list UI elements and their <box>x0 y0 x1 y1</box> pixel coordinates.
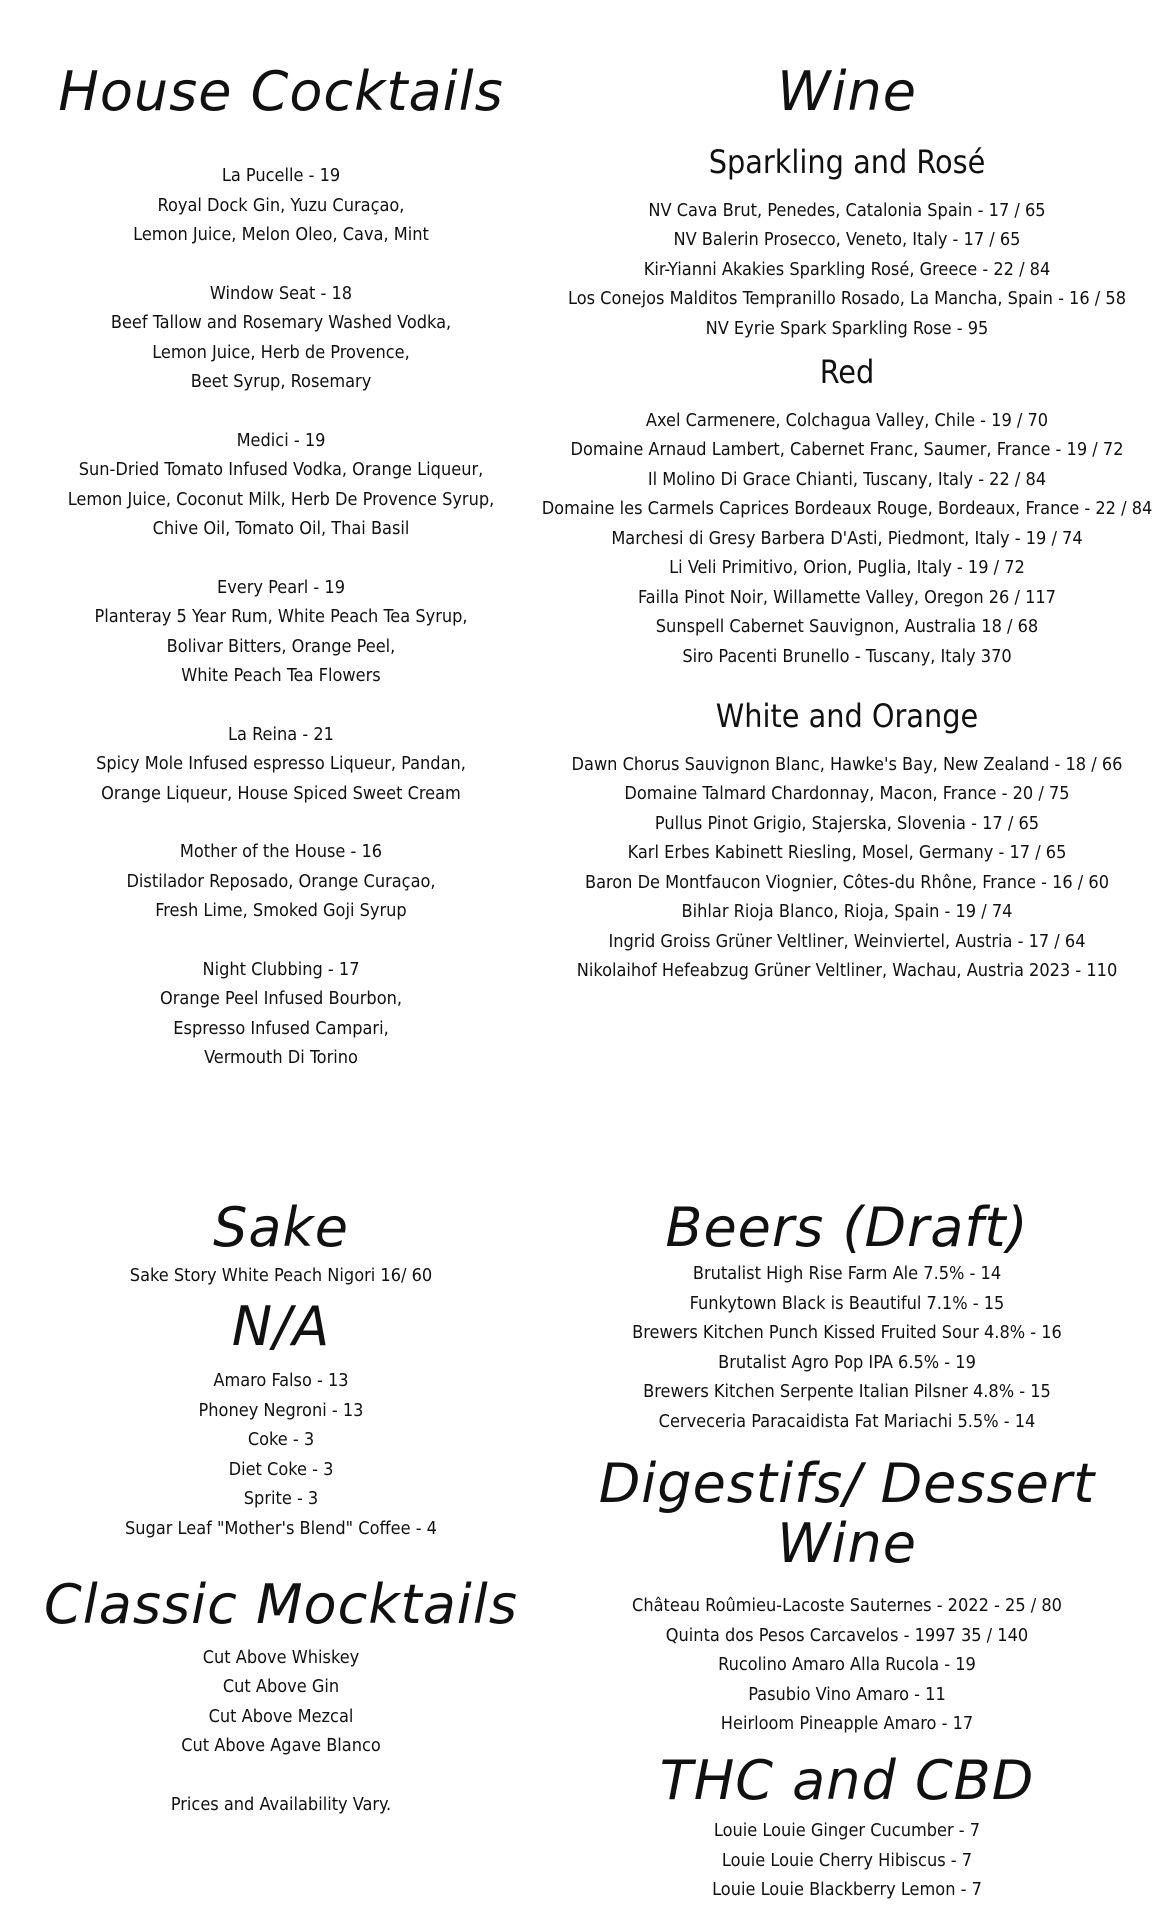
digestifs-heading: Digestifs/ Dessert Wine <box>598 1452 1096 1575</box>
digestif-item: Heirloom Pineapple Amaro - 17 <box>720 1713 974 1735</box>
sake-heading: Sake <box>213 1196 349 1259</box>
na-list <box>0 1366 562 1543</box>
sparkling-wine-item: Kir-Yianni Akakies Sparkling Rosé, Greece - 22 / 84 <box>643 258 1051 280</box>
red-wine-item: Failla Pinot Noir, Willamette Valley, Oregon 26 / 117 <box>638 586 1056 608</box>
digestifs-list <box>530 1591 1164 1739</box>
white-wine-item: Baron De Montfaucon Viognier, Côtes-du Rhône, France - 16 / 60 <box>584 871 1110 893</box>
cocktail-ingredients: Lemon Juice, Coconut Milk, Herb De Provence Syrup, <box>67 488 495 510</box>
beers-heading: Beers (Draft) <box>665 1196 1029 1259</box>
digestif-item: Château Roûmieu-Lacoste Sauternes - 2022 - 25 / 80 <box>632 1595 1062 1617</box>
cocktail-ingredients: White Peach Tea Flowers <box>181 665 381 687</box>
white-list <box>530 750 1164 986</box>
cocktail-item <box>0 955 562 1073</box>
cocktail-ingredients: Vermouth Di Torino <box>204 1047 358 1069</box>
cocktail-item <box>0 837 562 926</box>
sake-section <box>0 1198 562 1819</box>
thc-item: Louie Louie Ginger Cucumber - 7 <box>713 1820 981 1842</box>
red-heading: Red <box>819 353 875 392</box>
beer-item: Brutalist Agro Pop IPA 6.5% - 19 <box>718 1351 976 1373</box>
sake-item: Sake Story White Peach Nigori 16/ 60 <box>129 1265 433 1287</box>
beer-item: Brutalist High Rise Farm Ale 7.5% - 14 <box>692 1263 1002 1285</box>
digestif-item: Quinta dos Pesos Carcavelos - 1997 35 / 140 <box>665 1624 1029 1646</box>
na-item: Phoney Negroni - 13 <box>198 1399 364 1421</box>
cocktail-name: Night Clubbing - 17 <box>202 958 360 980</box>
prices-note: Prices and Availability Vary. <box>170 1793 392 1815</box>
cocktail-ingredients: Fresh Lime, Smoked Goji Syrup <box>155 900 407 922</box>
cocktail-name: La Pucelle - 19 <box>221 165 341 187</box>
digestif-item: Pasubio Vino Amaro - 11 <box>748 1683 946 1705</box>
white-wine-item: Pullus Pinot Grigio, Stajerska, Slovenia - 17 / 65 <box>654 812 1040 834</box>
cocktail-ingredients: Distilador Reposado, Orange Curaçao, <box>126 870 436 892</box>
red-wine-item: Axel Carmenere, Colchagua Valley, Chile - 19 / 70 <box>645 409 1049 431</box>
na-item: Sprite - 3 <box>243 1488 319 1510</box>
red-wine-item: Li Veli Primitivo, Orion, Puglia, Italy - 19 / 72 <box>669 557 1025 579</box>
sake-list <box>0 1261 562 1291</box>
thc-heading: THC and CBD <box>659 1748 1035 1812</box>
na-item: Sugar Leaf "Mother's Blend" Coffee - 4 <box>124 1517 437 1539</box>
thc-list <box>530 1816 1164 1905</box>
cocktail-ingredients: Lemon Juice, Melon Oleo, Cava, Mint <box>133 224 429 246</box>
digestif-item: Rucolino Amaro Alla Rucola - 19 <box>718 1654 976 1676</box>
white-wine-item: Domaine Talmard Chardonnay, Macon, France - 20 / 75 <box>624 783 1070 805</box>
thc-item: Louie Louie Blackberry Lemon - 7 <box>712 1879 982 1901</box>
cocktail-name: Medici - 19 <box>236 429 326 451</box>
house-cocktails-heading: House Cocktails <box>58 60 504 123</box>
sparkling-wine-item: NV Eyrie Spark Sparkling Rose - 95 <box>705 317 989 339</box>
cocktail-item <box>0 426 562 544</box>
cocktail-ingredients: Beet Syrup, Rosemary <box>190 371 372 393</box>
cocktail-ingredients: Orange Liqueur, House Spiced Sweet Cream <box>101 782 461 804</box>
cocktail-item <box>0 573 562 691</box>
sparkling-wine-item: NV Balerin Prosecco, Veneto, Italy - 17 / 65 <box>673 229 1021 251</box>
cocktail-name: Mother of the House - 16 <box>179 841 383 863</box>
sparkling-list <box>530 196 1164 344</box>
cocktail-ingredients: Spicy Mole Infused espresso Liqueur, Pandan, <box>96 753 466 775</box>
beer-item: Funkytown Black is Beautiful 7.1% - 15 <box>689 1292 1005 1314</box>
thc-item: Louie Louie Cherry Hibiscus - 7 <box>721 1849 973 1871</box>
beer-item: Cerveceria Paracaidista Fat Mariachi 5.5% - 14 <box>658 1410 1036 1432</box>
red-wine-item: Domaine les Carmels Caprices Bordeaux Rouge, Bordeaux, France - 22 / 84 <box>541 498 1153 520</box>
cocktail-ingredients: Beef Tallow and Rosemary Washed Vodka, <box>110 312 452 334</box>
cocktail-item <box>0 720 562 809</box>
cocktail-name: Window Seat - 18 <box>209 282 353 304</box>
cocktail-ingredients: Espresso Infused Campari, <box>173 1017 389 1039</box>
cocktail-ingredients: Chive Oil, Tomato Oil, Thai Basil <box>152 518 410 540</box>
red-wine-item: Marchesi di Gresy Barbera D'Asti, Piedmont, Italy - 19 / 74 <box>611 527 1083 549</box>
white-heading: White and Orange <box>715 697 979 736</box>
beers-list <box>530 1259 1164 1436</box>
mocktail-item: Cut Above Whiskey <box>202 1646 360 1668</box>
cocktail-ingredients: Royal Dock Gin, Yuzu Curaçao, <box>157 194 405 216</box>
white-wine-item: Nikolaihof Hefeabzug Grüner Veltliner, Wachau, Austria 2023 - 110 <box>576 960 1118 982</box>
cocktail-item <box>0 279 562 397</box>
mocktail-item: Cut Above Agave Blanco <box>181 1735 381 1757</box>
white-wine-item: Dawn Chorus Sauvignon Blanc, Hawke's Bay, New Zealand - 18 / 66 <box>571 753 1123 775</box>
cocktail-ingredients: Lemon Juice, Herb de Provence, <box>152 341 410 363</box>
na-item: Amaro Falso - 13 <box>213 1370 349 1392</box>
red-wine-item: Il Molino Di Grace Chianti, Tuscany, Italy - 22 / 84 <box>647 468 1047 490</box>
cocktail-name: Every Pearl - 19 <box>216 576 346 598</box>
wine-section <box>530 62 1164 986</box>
na-heading: N/A <box>231 1294 331 1358</box>
red-list <box>530 406 1164 672</box>
beer-item: Brewers Kitchen Punch Kissed Fruited Sour 4.8% - 16 <box>632 1322 1062 1344</box>
red-wine-item: Domaine Arnaud Lambert, Cabernet Franc, Saumer, France - 19 / 72 <box>570 439 1124 461</box>
white-wine-item: Ingrid Groiss Grüner Veltliner, Weinviertel, Austria - 17 / 64 <box>608 930 1086 952</box>
cocktail-ingredients: Planteray 5 Year Rum, White Peach Tea Syrup, <box>94 606 468 628</box>
beer-item: Brewers Kitchen Serpente Italian Pilsner 4.8% - 15 <box>643 1381 1051 1403</box>
white-wine-item: Karl Erbes Kabinett Riesling, Mosel, Germany - 17 / 65 <box>627 842 1067 864</box>
white-wine-item: Bihlar Rioja Blanco, Rioja, Spain - 19 / 74 <box>681 901 1013 923</box>
cocktail-item <box>0 161 562 250</box>
sparkling-wine-item: NV Cava Brut, Penedes, Catalonia Spain - 17 / 65 <box>648 199 1046 221</box>
cocktail-ingredients: Orange Peel Infused Bourbon, <box>159 988 403 1010</box>
mocktails-heading: Classic Mocktails <box>44 1573 518 1637</box>
mocktail-item: Cut Above Mezcal <box>208 1705 354 1727</box>
cocktail-ingredients: Bolivar Bitters, Orange Peel, <box>166 635 396 657</box>
na-item: Diet Coke - 3 <box>228 1458 334 1480</box>
mocktails-list <box>0 1643 562 1761</box>
red-wine-item: Sunspell Cabernet Sauvignon, Australia 18 / 68 <box>655 616 1039 638</box>
cocktail-list <box>0 161 562 1073</box>
mocktail-item: Cut Above Gin <box>222 1676 340 1698</box>
cocktail-ingredients: Sun-Dried Tomato Infused Vodka, Orange Liqueur, <box>78 459 484 481</box>
beers-section <box>530 1198 1164 1905</box>
na-item: Coke - 3 <box>247 1429 315 1451</box>
red-wine-item: Siro Pacenti Brunello - Tuscany, Italy 370 <box>682 645 1012 667</box>
house-cocktails-section <box>0 62 562 1102</box>
sparkling-heading: Sparkling and Rosé <box>708 143 986 182</box>
wine-heading: Wine <box>777 60 917 123</box>
sparkling-wine-item: Los Conejos Malditos Tempranillo Rosado, La Mancha, Spain - 16 / 58 <box>568 288 1126 310</box>
cocktail-name: La Reina - 21 <box>228 723 334 745</box>
